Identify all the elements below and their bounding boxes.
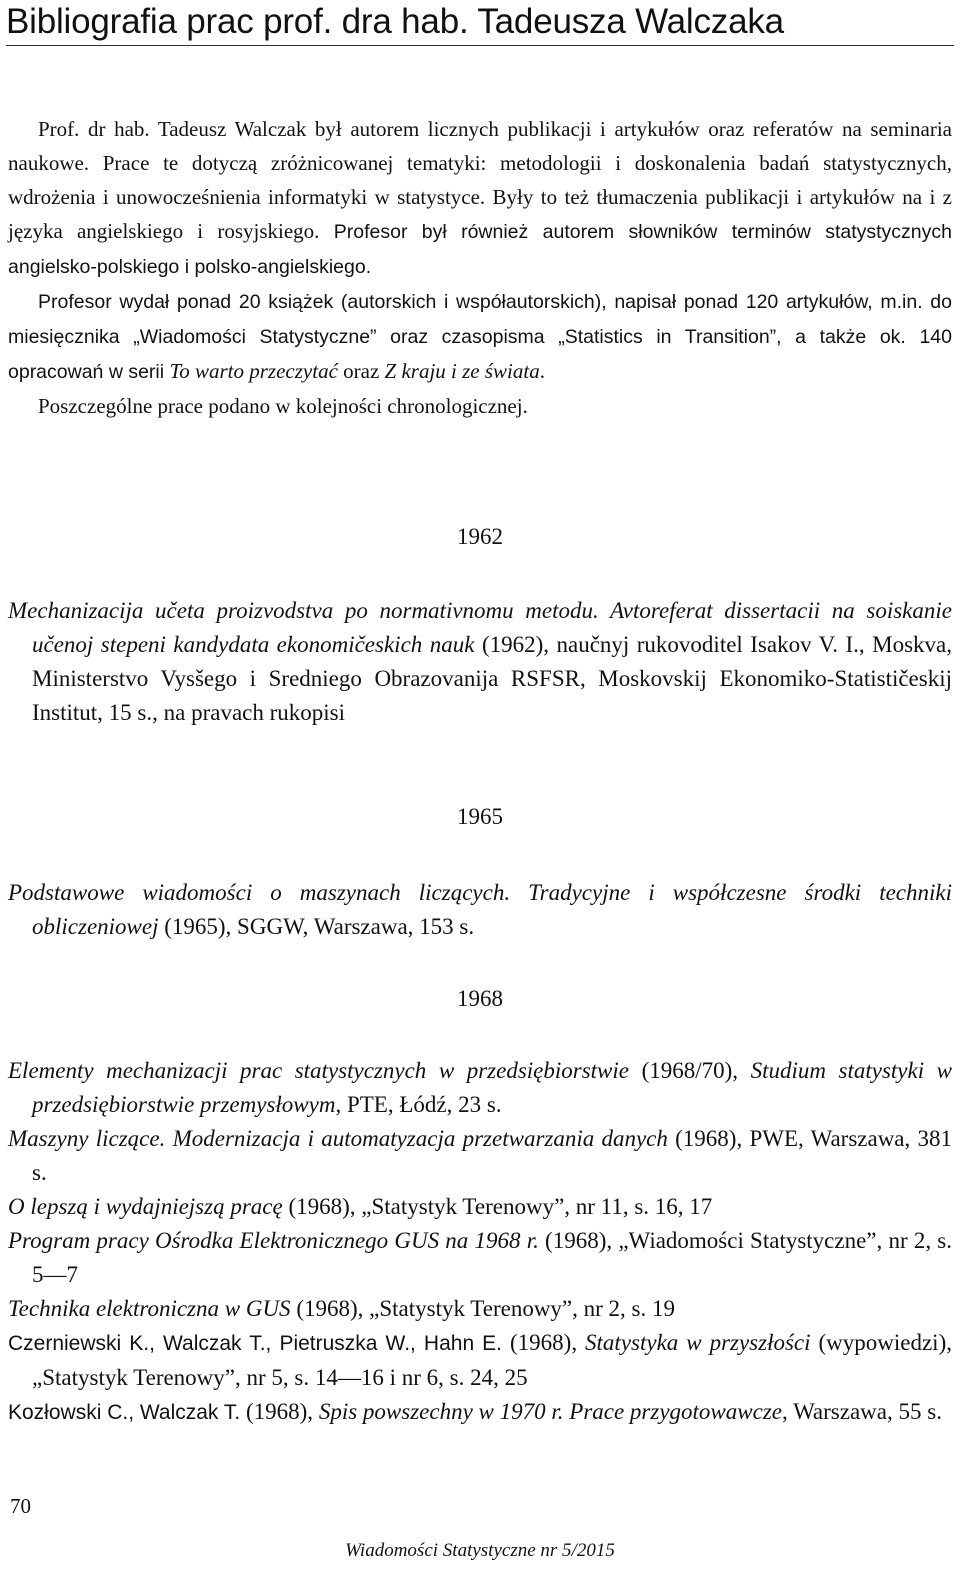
- intro-text-2a: Profesor wydał ponad 20 książek (autorskich i współautorskich), napisał ponad 120 artykułów, m.in. do miesięcznika „Wiadomości Statystyczne” oraz czasopisma „Statistics in Transition”, a także ok. 140 opracowań w serii: [8, 291, 952, 383]
- entry-details: (1968), „Wiadomości Statystyczne”, nr 2, s. 5—7: [32, 1228, 952, 1287]
- entry-details: (1965), SGGW, Warszawa, 153 s.: [158, 914, 475, 939]
- intro-paragraph-3: Poszczególne prace podano w kolejności chronologicznej.: [38, 394, 528, 418]
- page-footer: Wiadomości Statystyczne nr 5/2015: [345, 1540, 615, 1561]
- entry-title: Podstawowe wiadomości o maszynach liczących. Tradycyjne i współczesne środki techniki obliczeniowej: [8, 880, 952, 939]
- intro-text-1b: Profesor był również autorem słowników terminów statystycznych angielsko-polskiego i polsko-angielskiego.: [8, 221, 952, 278]
- bibliography-entry: [8, 594, 952, 730]
- entry-details: (1968),: [502, 1330, 586, 1355]
- year-heading-1968: 1968: [457, 986, 503, 1011]
- bibliography-entry: [8, 1395, 952, 1430]
- entries-1962: [8, 594, 952, 730]
- entry-details: (1968), „Statystyk Terenowy”, nr 11, s. 16, 17: [282, 1194, 713, 1219]
- bibliography-entry: [8, 876, 952, 944]
- entry-title: O lepszą i wydajniejszą pracę: [8, 1194, 283, 1219]
- entry-details: (wypowiedzi), „Statystyk Terenowy”, nr 5, s. 14—16 i nr 6, s. 24, 25: [32, 1330, 952, 1390]
- bibliography-entry: [8, 1224, 952, 1292]
- entry-details: (1968), „Statystyk Terenowy”, nr 2, s. 19: [290, 1296, 675, 1321]
- year-heading-1962: 1962: [457, 524, 503, 549]
- page-header: Bibliografia prac prof. dra hab. Tadeusza Walczaka: [6, 0, 954, 46]
- entry-details: , Warszawa, 55 s.: [781, 1399, 942, 1424]
- entry-title: Elementy mechanizacji prac statystycznych w przedsiębiorstwie: [8, 1058, 630, 1083]
- year-heading-1965: 1965: [457, 804, 503, 829]
- entry-details: (1968),: [240, 1399, 319, 1424]
- entry-details: (1962), naučnyj rukovoditel Isakov V. I., Moskva, Ministerstvo Vysšego i Sredniego Obrazovanija RSFSR, Moskovskij Ekonomiko-Statističeskij Institut, 15 s., na pravach rukopisi: [32, 632, 953, 725]
- intro-text-1a: Prof. dr hab. Tadeusz Walczak był autorem licznych publikacji i artykułów oraz referatów na seminaria naukowe. Prace te dotyczą zróżnicowanej tematyki: metodologii i doskonalenia badań statystycznych, wdrożenia i unowocześnienia informatyki w statystyce. Były to też tłumaczenia publikacji i artykułów na i z języka angielskiego i rosyjskiego.: [8, 117, 952, 243]
- entry-title: Spis powszechny w 1970 r. Prace przygotowawcze: [318, 1399, 782, 1424]
- entry-details: (1968/70),: [629, 1058, 751, 1083]
- entry-details: (1968), PWE, Warszawa, 381 s.: [32, 1126, 953, 1185]
- bibliography-entry: [8, 1292, 952, 1326]
- entry-title: Maszyny liczące. Modernizacja i automatyzacja przetwarzania danych: [8, 1126, 668, 1151]
- entries-1968: [8, 1054, 952, 1430]
- entry-title: Mechanizacija učeta proizvodstva po normativnomu metodu. Avtoreferat dissertacii na soiskanie učenoj stepeni kandydata ekonomičeskich nauk: [8, 598, 952, 657]
- entry-authors: Czerniewski K., Walczak T., Pietruszka W., Hahn E.: [8, 1332, 503, 1355]
- page-number: 70: [10, 1494, 31, 1518]
- entry-subtitle: Studium statystyki w przedsiębiorstwie przemysłowym: [32, 1058, 952, 1117]
- bibliography-entry: [8, 1190, 952, 1224]
- series-title-1: To warto przeczytać: [169, 359, 338, 383]
- intro-paragraph-2: [8, 284, 952, 389]
- bibliography-entry: [8, 1054, 952, 1122]
- intro-text-2b: oraz: [337, 359, 385, 383]
- entry-details: , PTE, Łódź, 23 s.: [335, 1092, 502, 1117]
- entries-1965: [8, 876, 952, 944]
- intro-paragraph-1: [8, 112, 952, 284]
- intro-section: [8, 112, 952, 423]
- entry-title: Statystyka w przyszłości: [585, 1330, 811, 1355]
- entry-authors: Kozłowski C., Walczak T.: [8, 1401, 241, 1424]
- bibliography-entry: [8, 1326, 952, 1395]
- bibliography-entry: [8, 1122, 952, 1190]
- intro-text-2c: .: [539, 359, 545, 383]
- entry-title: Program pracy Ośrodka Elektronicznego GUS na 1968 r.: [8, 1228, 539, 1253]
- entry-title: Technika elektroniczna w GUS: [8, 1296, 291, 1321]
- series-title-2: Z kraju i ze świata: [384, 359, 540, 383]
